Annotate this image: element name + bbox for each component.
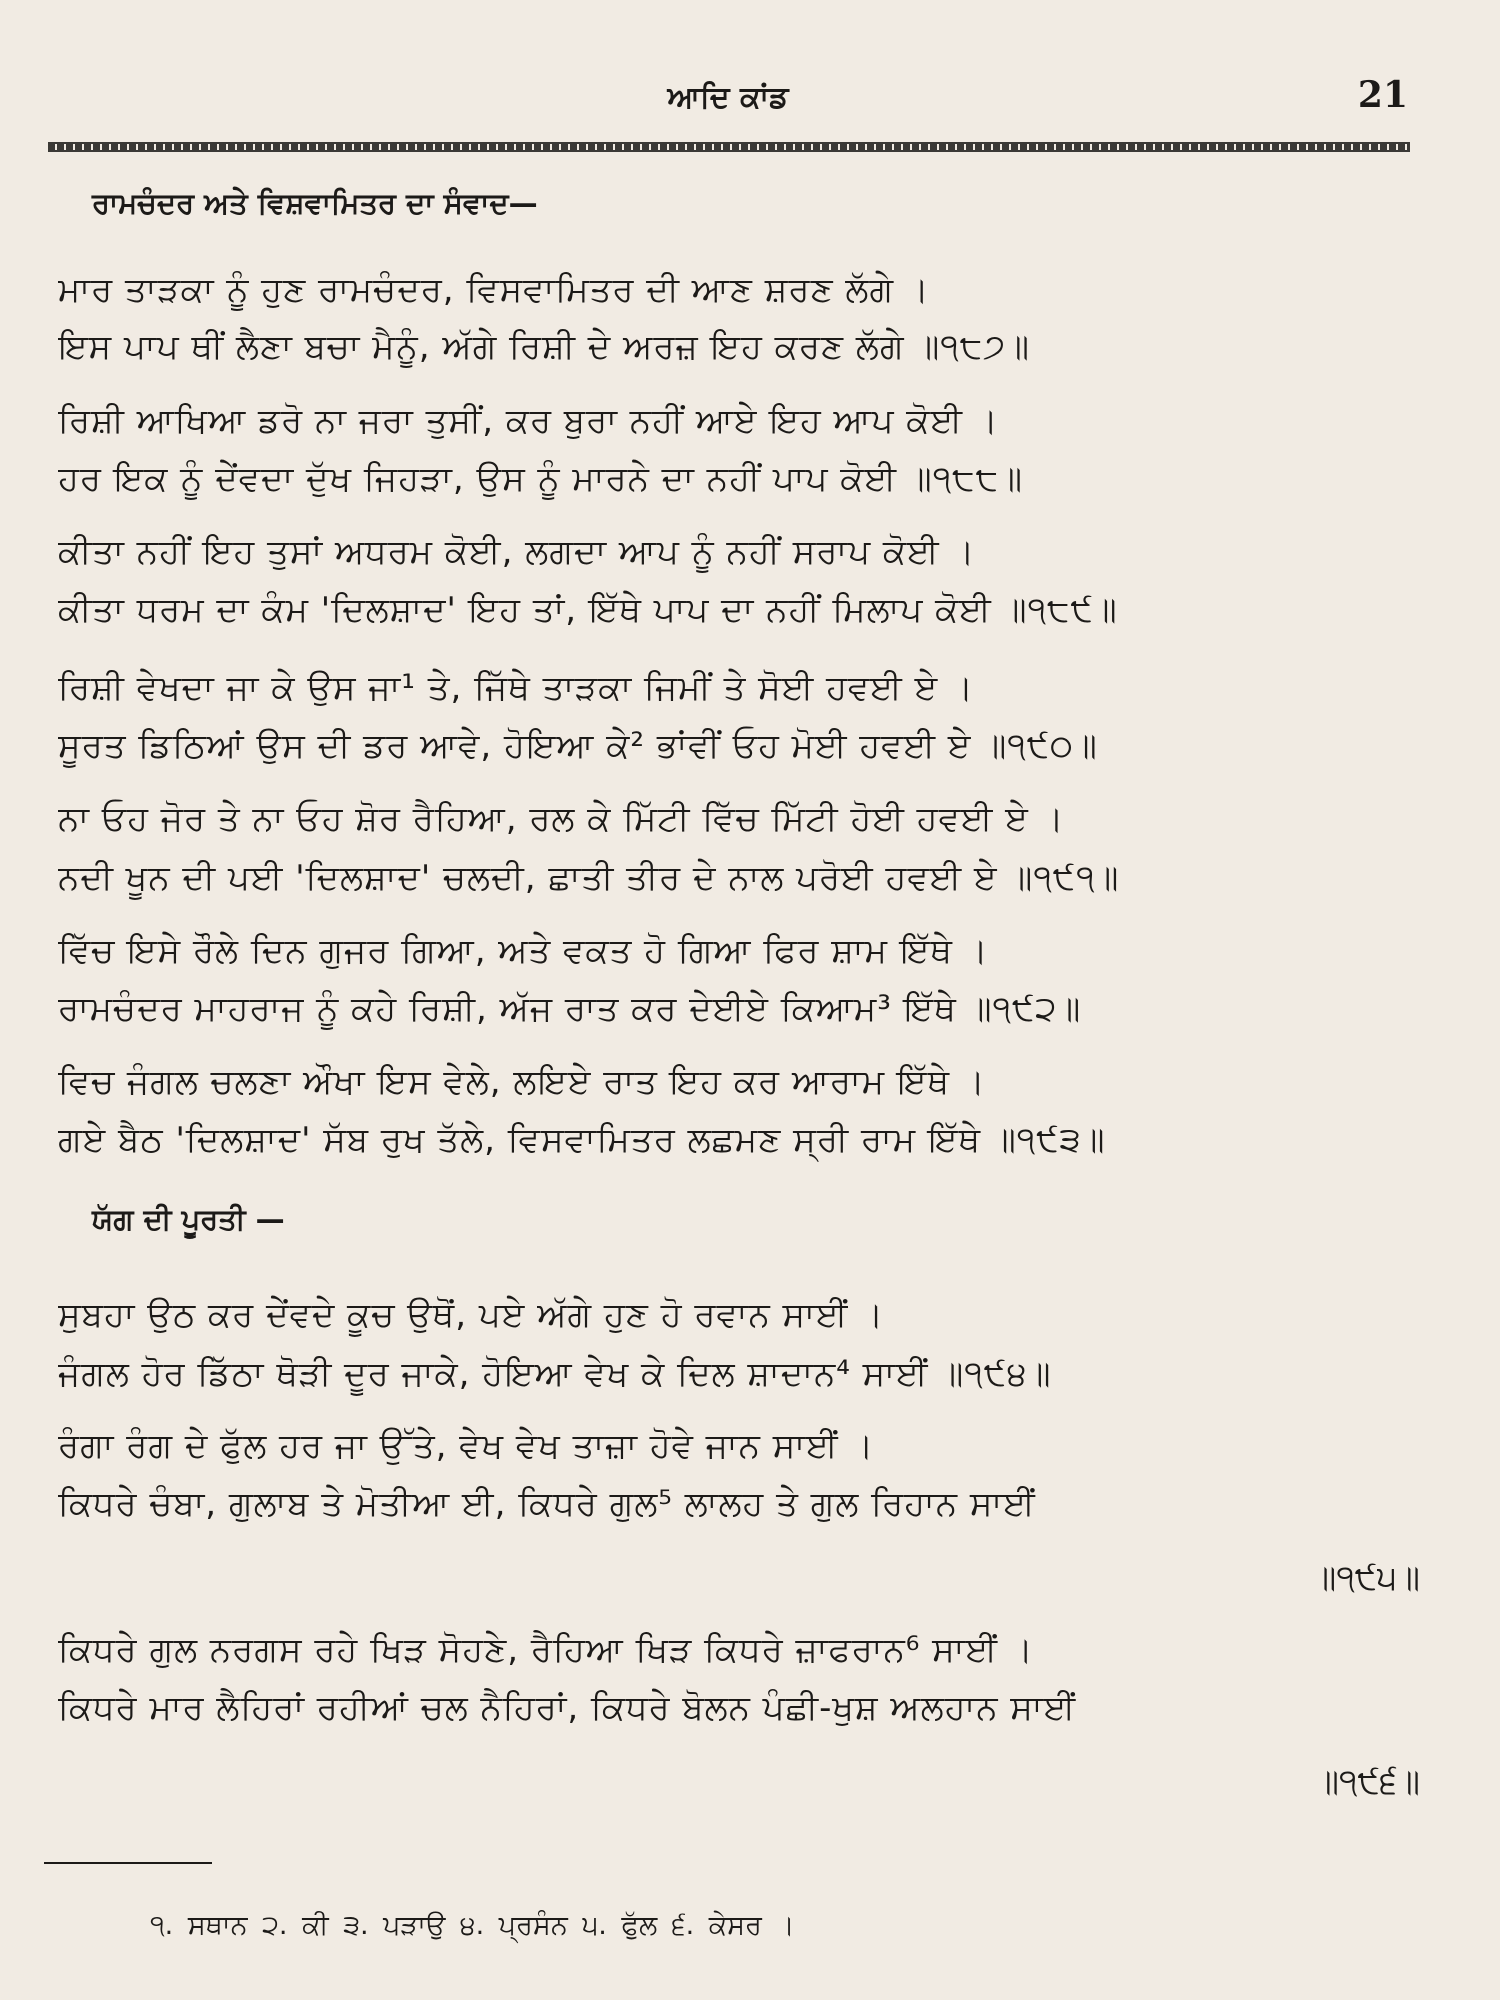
verse-line: ਨਦੀ ਖੂਨ ਦੀ ਪਈ 'ਦਿਲਸ਼ਾਦ' ਚਲਦੀ, ਛਾਤੀ ਤੀਰ ਦੇ ਨਾਲ ਪਰੋਈ ਹਵਈ ਏ ॥੧੯੧॥ — [58, 858, 1120, 898]
verse-line: ਨਾ ਓਹ ਜੋਰ ਤੇ ਨਾ ਓਹ ਸ਼ੋਰ ਰੈਹਿਆ, ਰਲ ਕੇ ਮਿੱਟੀ ਵਿੱਚ ਮਿੱਟੀ ਹੋਈ ਹਵਈ ਏ । — [58, 799, 1065, 839]
footnotes: ੧. ਸਥਾਨ ੨. ਕੀ ੩. ਪੜਾਉ ੪. ਪ੍ਰਸੰਨ ੫. ਫੁੱਲ ੬. ਕੇਸਰ । — [150, 1910, 795, 1941]
verse-line: ਕਿਧਰੇ ਚੰਬਾ, ਗੁਲਾਬ ਤੇ ਮੋਤੀਆ ਈ, ਕਿਧਰੇ ਗੁਲ⁵ ਲਾਲਹ ਤੇ ਗੁਲ ਰਿਹਾਨ ਸਾਈਂ — [58, 1484, 1036, 1524]
page-header — [48, 70, 1408, 130]
section-heading-dialogue: ਰਾਮਚੰਦਰ ਅਤੇ ਵਿਸ਼ਵਾਮਿਤਰ ਦਾ ਸੰਵਾਦ— — [92, 186, 538, 220]
verse-line: ਰਿਸ਼ੀ ਆਖਿਆ ਡਰੋ ਨਾ ਜਰਾ ਤੁਸੀਂ, ਕਰ ਬੁਰਾ ਨਹੀਂ ਆਏ ਇਹ ਆਪ ਕੋਈ । — [58, 401, 999, 441]
verse-line: ਸੁਬਹਾ ਉਠ ਕਰ ਦੇਂਵਦੇ ਕੂਚ ਉਥੋਂ, ਪਏ ਅੱਗੇ ਹੁਣ ਹੋ ਰਵਾਨ ਸਾਈਂ । — [58, 1295, 885, 1335]
verse-line: ਕਿਧਰੇ ਗੁਲ ਨਰਗਸ ਰਹੇ ਖਿੜ ਸੋਹਣੇ, ਰੈਹਿਆ ਖਿੜ ਕਿਧਰੇ ਜ਼ਾਫਰਾਨ⁶ ਸਾਈਂ । — [58, 1630, 1034, 1670]
verse-line: ਸੂਰਤ ਡਿਠਿਆਂ ਉਸ ਦੀ ਡਰ ਆਵੇ, ਹੋਇਆ ਕੇ² ਭਾਂਵੀਂ ਓਹ ਮੋਈ ਹਵਈ ਏ ॥੧੯੦॥ — [58, 726, 1098, 766]
verse-line: ਮਾਰ ਤਾੜਕਾ ਨੂੰ ਹੁਣ ਰਾਮਚੰਦਰ, ਵਿਸਵਾਮਿਤਰ ਦੀ ਆਣ ਸ਼ਰਣ ਲੱਗੇ । — [58, 270, 930, 310]
verse-line: ਰੰਗਾ ਰੰਗ ਦੇ ਫੁੱਲ ਹਰ ਜਾ ਉੱਤੇ, ਵੇਖ ਵੇਖ ਤਾਜ਼ਾ ਹੋਵੇ ਜਾਨ ਸਾਈਂ । — [58, 1426, 875, 1466]
verse-line: ਰਿਸ਼ੀ ਵੇਖਦਾ ਜਾ ਕੇ ਉਸ ਜਾ¹ ਤੇ, ਜਿੱਥੇ ਤਾੜਕਾ ਜਿਮੀਂ ਤੇ ਸੋਈ ਹਵਈ ਏ । — [58, 668, 975, 708]
verse-line: ਕੀਤਾ ਧਰਮ ਦਾ ਕੰਮ 'ਦਿਲਸ਼ਾਦ' ਇਹ ਤਾਂ, ਇੱਥੇ ਪਾਪ ਦਾ ਨਹੀਂ ਮਿਲਾਪ ਕੋਈ ॥੧੮੯॥ — [58, 590, 1118, 630]
verse-line: ਗਏ ਬੈਠ 'ਦਿਲਸ਼ਾਦ' ਸੱਬ ਰੁਖ ਤੱਲੇ, ਵਿਸਵਾਮਿਤਰ ਲਛਮਣ ਸ੍ਰੀ ਰਾਮ ਇੱਥੇ ॥੧੯੩॥ — [58, 1120, 1106, 1160]
verse-line: ਇਸ ਪਾਪ ਥੀਂ ਲੈਣਾ ਬਚਾ ਮੈਨੂੰ, ਅੱਗੇ ਰਿਸ਼ੀ ਦੇ ਅਰਜ਼ ਇਹ ਕਰਣ ਲੱਗੇ ॥੧੮੭॥ — [58, 327, 1031, 367]
verse-line: ਕਿਧਰੇ ਮਾਰ ਲੈਹਿਰਾਂ ਰਹੀਆਂ ਚਲ ਨੈਹਿਰਾਂ, ਕਿਧਰੇ ਬੋਲਨ ਪੰਛੀ-ਖੁਸ਼ ਅਲਹਾਨ ਸਾਈਂ — [58, 1688, 1077, 1728]
verse-line: ਹਰ ਇਕ ਨੂੰ ਦੇਂਵਦਾ ਦੁੱਖ ਜਿਹੜਾ, ਉਸ ਨੂੰ ਮਾਰਨੇ ਦਾ ਨਹੀਂ ਪਾਪ ਕੋਈ ॥੧੮੮॥ — [58, 459, 1024, 499]
verse-line: ਕੀਤਾ ਨਹੀਂ ਇਹ ਤੁਸਾਂ ਅਧਰਮ ਕੋਈ, ਲਗਦਾ ਆਪ ਨੂੰ ਨਹੀਂ ਸਰਾਪ ਕੋਈ । — [58, 532, 976, 572]
verse-line: ਰਾਮਚੰਦਰ ਮਾਹਰਾਜ ਨੂੰ ਕਹੇ ਰਿਸ਼ੀ, ਅੱਜ ਰਾਤ ਕਰ ਦੇਈਏ ਕਿਆਮ³ ਇੱਥੇ ॥੧੯੨॥ — [58, 989, 1082, 1029]
section-heading-yagya: ਯੱਗ ਦੀ ਪੂਰਤੀ — — [92, 1202, 285, 1236]
verse-line: ਵਿੱਚ ਇਸੇ ਰੌਲੇ ਦਿਨ ਗੁਜਰ ਗਿਆ, ਅਤੇ ਵਕਤ ਹੋ ਗਿਆ ਫਿਰ ਸ਼ਾਮ ਇੱਥੇ । — [58, 931, 989, 971]
running-title: ਆਦਿ ਕਾਂਡ — [667, 80, 789, 115]
footnote-rule — [44, 1862, 212, 1864]
verse-line: ਜੰਗਲ ਹੋਰ ਡਿੱਠਾ ਥੋੜੀ ਦੂਰ ਜਾਕੇ, ਹੋਇਆ ਵੇਖ ਕੇ ਦਿਲ ਸ਼ਾਦਾਨ⁴ ਸਾਈਂ ॥੧੯੪॥ — [58, 1354, 1052, 1394]
verse-number: ॥੧੯੬॥ — [1316, 1762, 1420, 1802]
verse-line: ਵਿਚ ਜੰਗਲ ਚਲਣਾ ਔਖਾ ਇਸ ਵੇਲੇ, ਲਇਏ ਰਾਤ ਇਹ ਕਰ ਆਰਾਮ ਇੱਥੇ । — [58, 1062, 986, 1102]
page-number: 21 — [1357, 74, 1408, 116]
verse-number: ॥੧੯੫॥ — [1313, 1558, 1420, 1598]
header-rule — [48, 142, 1410, 152]
